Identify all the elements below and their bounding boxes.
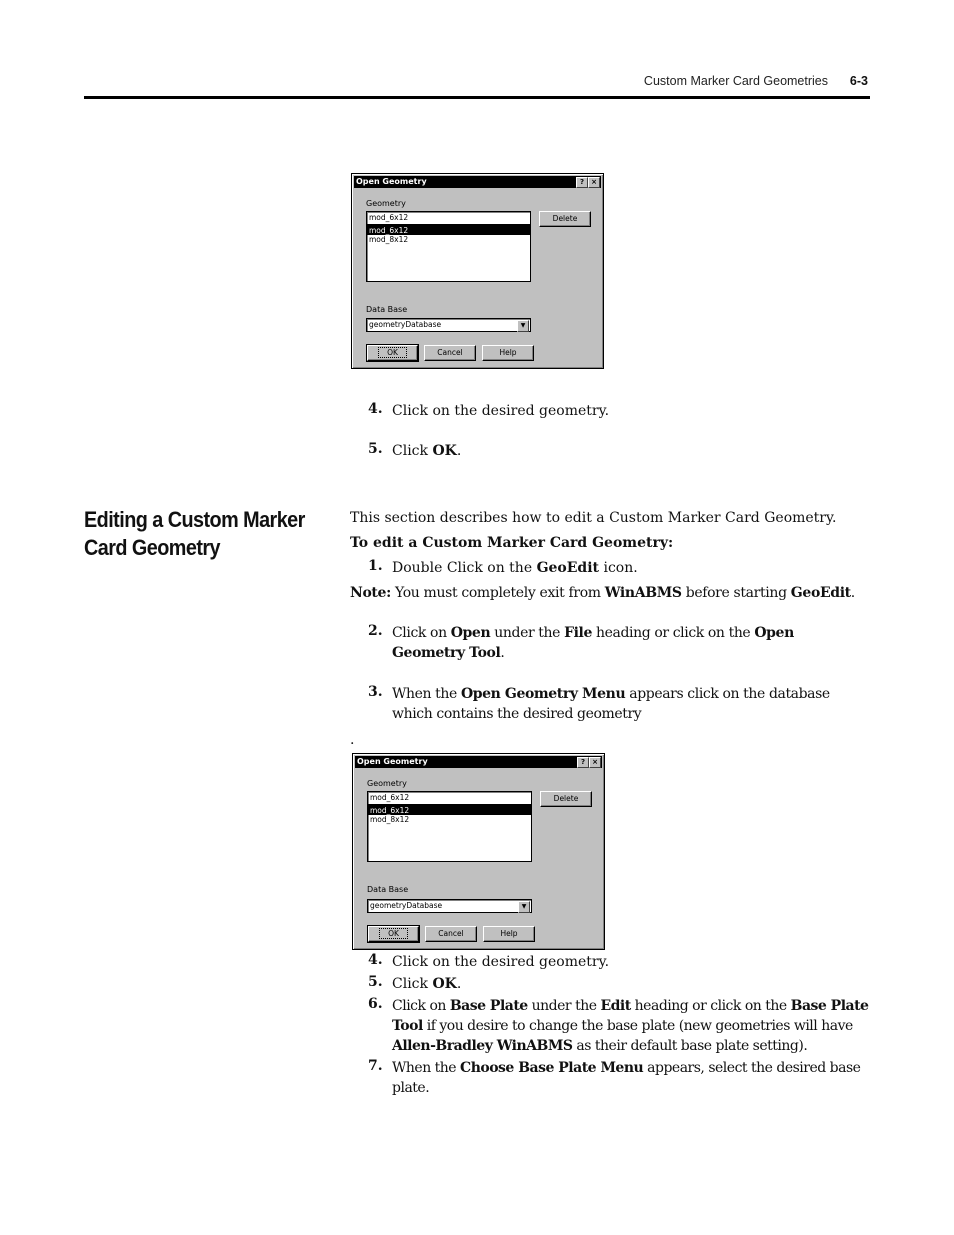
help-icon[interactable]: ? (576, 177, 588, 188)
list-item[interactable]: mod_8x12 (370, 815, 410, 824)
ok-button-label: OK (378, 347, 407, 358)
dialog-titlebar (354, 176, 601, 188)
dialog-titlebar (355, 756, 602, 768)
geometry-input[interactable]: mod_6x12 (367, 791, 532, 805)
help-button[interactable]: Help (483, 926, 535, 942)
step-text: When the Choose Base Plate Menu appears, select the desired base plate. (392, 1060, 861, 1096)
open-geometry-dialog (352, 753, 605, 950)
list-item[interactable]: mod_8x12 (369, 235, 409, 244)
page-number: 6-3 (849, 74, 868, 88)
dropdown-arrow-icon[interactable]: ▼ (517, 320, 529, 332)
geometry-list[interactable] (367, 805, 532, 862)
list-item[interactable]: mod_6x12 (368, 806, 531, 815)
step-text: Click on Open under the File heading or click on the Open Geometry Tool. (392, 625, 794, 661)
step-text: When the Open Geometry Menu appears click on the database which contains the desired geometry (392, 686, 830, 722)
step-text: Click OK. (392, 976, 462, 992)
geometry-label: Geometry (366, 199, 406, 208)
step-text: Double Click on the GeoEdit icon. (392, 560, 638, 576)
geometry-label: Geometry (367, 779, 407, 788)
step-number: 5. (368, 441, 383, 457)
database-label: Data Base (366, 305, 408, 314)
ok-button[interactable] (367, 345, 418, 361)
ok-button-label: OK (379, 928, 408, 939)
step-number: 4. (368, 952, 383, 968)
step-number: 6. (368, 996, 383, 1012)
close-icon[interactable]: × (588, 177, 600, 188)
delete-button[interactable]: Delete (540, 791, 592, 807)
page-header (84, 74, 870, 92)
open-geometry-dialog (351, 173, 604, 369)
close-icon[interactable]: × (589, 757, 601, 768)
step-number: 7. (368, 1058, 383, 1074)
ok-button[interactable] (368, 926, 419, 942)
database-select[interactable] (366, 318, 531, 332)
step-text: Click on the desired geometry. (392, 954, 610, 970)
dialog-title: Open Geometry (356, 177, 427, 186)
delete-button[interactable]: Delete (539, 211, 591, 227)
stray-period: . (350, 732, 355, 748)
step-number: 4. (368, 401, 383, 417)
database-select[interactable] (367, 899, 532, 913)
database-value: geometryDatabase (369, 320, 442, 329)
step-number: 3. (368, 684, 383, 700)
geometry-input[interactable]: mod_6x12 (366, 211, 531, 225)
cancel-button[interactable]: Cancel (424, 345, 476, 361)
subheading: To edit a Custom Marker Card Geometry: (350, 535, 674, 551)
step-text: Click OK. (392, 443, 462, 459)
list-item[interactable]: mod_6x12 (367, 226, 530, 235)
geometry-list[interactable] (366, 225, 531, 282)
step-text: Click on the desired geometry. (392, 403, 610, 419)
header-rule (84, 96, 870, 99)
cancel-button[interactable]: Cancel (425, 926, 477, 942)
section-heading: Editing a Custom Marker Card Geometry (84, 507, 305, 560)
step-number: 2. (368, 623, 383, 639)
step-number: 5. (368, 974, 383, 990)
database-label: Data Base (367, 885, 409, 894)
running-title: Custom Marker Card Geometries (643, 74, 828, 88)
note-paragraph: Note: You must completely exit from WinABMS before starting GeoEdit. (350, 585, 855, 601)
intro-paragraph: This section describes how to edit a Custom Marker Card Geometry. (350, 510, 837, 526)
step-text: Click on Base Plate under the Edit heading or click on the Base Plate Tool if you desire to change the base plate (new geometries will have Allen-Bradley WinABMS as their default base plate setting). (392, 998, 869, 1054)
help-icon[interactable]: ? (577, 757, 589, 768)
dialog-title: Open Geometry (357, 757, 428, 766)
database-value: geometryDatabase (370, 901, 443, 910)
step-number: 1. (368, 558, 383, 574)
dropdown-arrow-icon[interactable]: ▼ (518, 901, 530, 913)
help-button[interactable]: Help (482, 345, 534, 361)
